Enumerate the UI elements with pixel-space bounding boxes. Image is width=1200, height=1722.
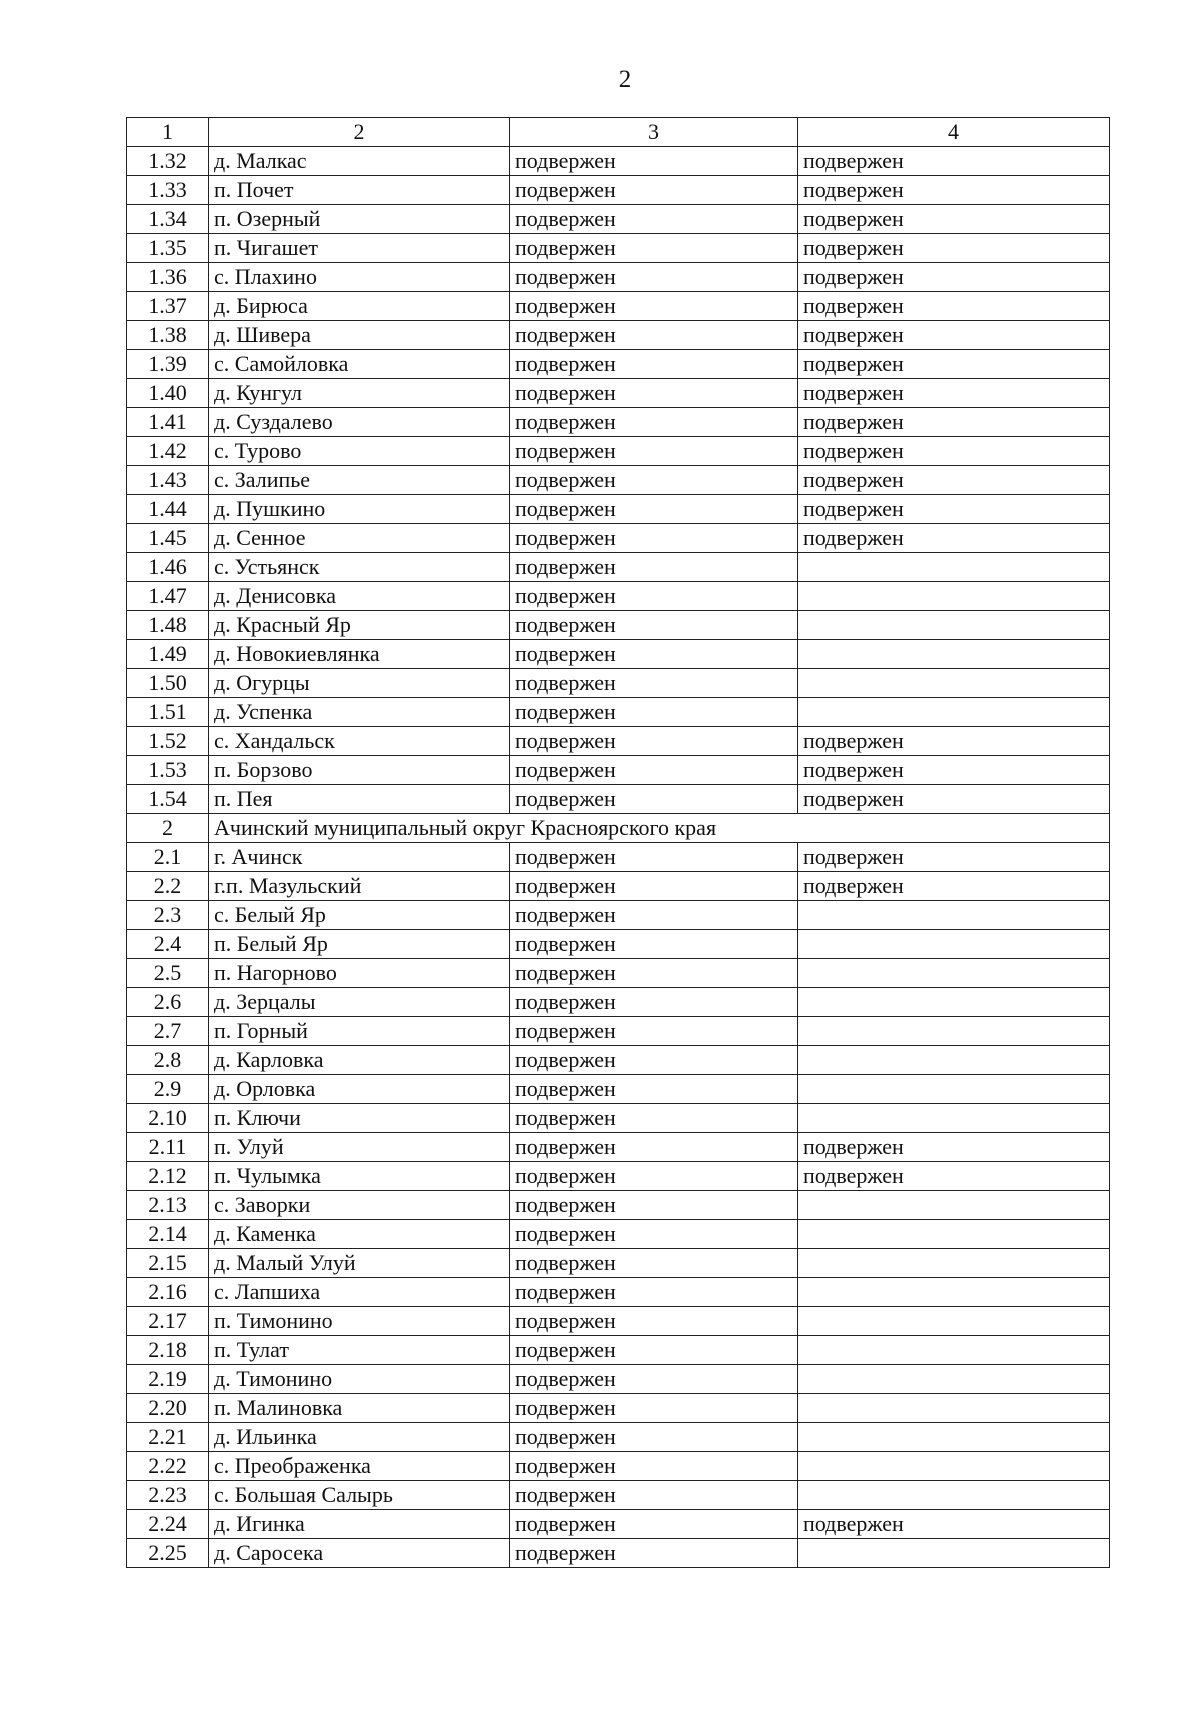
table-header-row xyxy=(127,118,1110,147)
column-4-cell xyxy=(798,1075,1110,1104)
column-3-cell: подвержен xyxy=(510,756,798,785)
column-4-cell: подвержен xyxy=(798,234,1110,263)
settlement-name-cell: д. Малкас xyxy=(209,147,510,176)
settlement-name-cell: с. Хандальск xyxy=(209,727,510,756)
settlement-name-cell: д. Шивера xyxy=(209,321,510,350)
settlement-name-cell: п. Белый Яр xyxy=(209,930,510,959)
column-4-cell xyxy=(798,1452,1110,1481)
column-3-cell: подвержен xyxy=(510,466,798,495)
table-row xyxy=(127,1017,1110,1046)
column-4-cell: подвержен xyxy=(798,437,1110,466)
table-row xyxy=(127,1133,1110,1162)
settlement-name-cell: д. Сенное xyxy=(209,524,510,553)
column-4-cell xyxy=(798,582,1110,611)
table-row xyxy=(127,1191,1110,1220)
column-3-cell: подвержен xyxy=(510,1336,798,1365)
settlement-name-cell: с. Плахино xyxy=(209,263,510,292)
settlement-name-cell: д. Красный Яр xyxy=(209,611,510,640)
column-4-cell xyxy=(798,1104,1110,1133)
column-3-cell: подвержен xyxy=(510,1539,798,1568)
column-3-cell: подвержен xyxy=(510,553,798,582)
column-3-cell: подвержен xyxy=(510,959,798,988)
column-3-cell: подвержен xyxy=(510,727,798,756)
table-row xyxy=(127,1075,1110,1104)
settlement-name-cell: п. Чигашет xyxy=(209,234,510,263)
column-3-cell: подвержен xyxy=(510,379,798,408)
row-number-cell: 1.42 xyxy=(127,437,209,466)
column-3-cell: подвержен xyxy=(510,1046,798,1075)
row-number-cell: 2.14 xyxy=(127,1220,209,1249)
column-4-cell xyxy=(798,611,1110,640)
row-number-cell: 2.4 xyxy=(127,930,209,959)
row-number-cell: 2.8 xyxy=(127,1046,209,1075)
settlement-name-cell: с. Лапшиха xyxy=(209,1278,510,1307)
table-row xyxy=(127,727,1110,756)
row-number-cell: 1.40 xyxy=(127,379,209,408)
settlement-name-cell: г. Ачинск xyxy=(209,843,510,872)
column-3-cell: подвержен xyxy=(510,1220,798,1249)
column-3-cell: подвержен xyxy=(510,263,798,292)
table-row xyxy=(127,147,1110,176)
column-4-cell: подвержен xyxy=(798,872,1110,901)
settlement-name-cell: д. Пушкино xyxy=(209,495,510,524)
column-3-cell: подвержен xyxy=(510,582,798,611)
table-row xyxy=(127,350,1110,379)
column-3-cell: подвержен xyxy=(510,1307,798,1336)
column-4-cell xyxy=(798,1481,1110,1510)
column-4-cell: подвержен xyxy=(798,263,1110,292)
settlement-name-cell: п. Улуй xyxy=(209,1133,510,1162)
column-4-cell xyxy=(798,959,1110,988)
column-4-cell: подвержен xyxy=(798,1510,1110,1539)
column-3-cell: подвержен xyxy=(510,524,798,553)
column-4-cell xyxy=(798,1249,1110,1278)
column-4-cell xyxy=(798,1220,1110,1249)
row-number-cell: 1.45 xyxy=(127,524,209,553)
header-cell-1: 1 xyxy=(127,118,209,147)
table-row xyxy=(127,495,1110,524)
column-4-cell: подвержен xyxy=(798,350,1110,379)
row-number-cell: 1.47 xyxy=(127,582,209,611)
settlement-name-cell: с. Турово xyxy=(209,437,510,466)
table-row xyxy=(127,1307,1110,1336)
column-4-cell: подвержен xyxy=(798,756,1110,785)
row-number-cell: 1.41 xyxy=(127,408,209,437)
settlements-table xyxy=(126,117,1110,1568)
column-4-cell xyxy=(798,553,1110,582)
column-3-cell: подвержен xyxy=(510,1278,798,1307)
row-number-cell: 1.37 xyxy=(127,292,209,321)
column-3-cell: подвержен xyxy=(510,1394,798,1423)
row-number-cell: 1.48 xyxy=(127,611,209,640)
row-number-cell: 1.36 xyxy=(127,263,209,292)
row-number-cell: 2.25 xyxy=(127,1539,209,1568)
table-row xyxy=(127,640,1110,669)
table-row xyxy=(127,988,1110,1017)
column-3-cell: подвержен xyxy=(510,843,798,872)
table-row xyxy=(127,263,1110,292)
settlement-name-cell: п. Нагорново xyxy=(209,959,510,988)
settlement-name-cell: п. Ключи xyxy=(209,1104,510,1133)
table-row xyxy=(127,1510,1110,1539)
table-row xyxy=(127,408,1110,437)
column-4-cell xyxy=(798,1394,1110,1423)
row-number-cell: 1.44 xyxy=(127,495,209,524)
column-3-cell: подвержен xyxy=(510,1249,798,1278)
column-3-cell: подвержен xyxy=(510,408,798,437)
column-3-cell: подвержен xyxy=(510,669,798,698)
settlement-name-cell: д. Игинка xyxy=(209,1510,510,1539)
table-row xyxy=(127,611,1110,640)
row-number-cell: 2.23 xyxy=(127,1481,209,1510)
row-number-cell: 1.38 xyxy=(127,321,209,350)
settlement-name-cell: д. Бирюса xyxy=(209,292,510,321)
row-number-cell: 1.34 xyxy=(127,205,209,234)
row-number-cell: 2.22 xyxy=(127,1452,209,1481)
header-cell-3: 3 xyxy=(510,118,798,147)
column-4-cell xyxy=(798,1307,1110,1336)
row-number-cell: 2.5 xyxy=(127,959,209,988)
settlement-name-cell: п. Озерный xyxy=(209,205,510,234)
column-3-cell: подвержен xyxy=(510,1075,798,1104)
row-number-cell: 2.18 xyxy=(127,1336,209,1365)
column-4-cell: подвержен xyxy=(798,727,1110,756)
table-row xyxy=(127,1220,1110,1249)
table-row xyxy=(127,524,1110,553)
row-number-cell: 1.46 xyxy=(127,553,209,582)
settlement-name-cell: п. Почет xyxy=(209,176,510,205)
settlement-name-cell: д. Каменка xyxy=(209,1220,510,1249)
column-3-cell: подвержен xyxy=(510,930,798,959)
column-4-cell xyxy=(798,1365,1110,1394)
column-4-cell: подвержен xyxy=(798,466,1110,495)
table-row xyxy=(127,930,1110,959)
row-number-cell: 2.19 xyxy=(127,1365,209,1394)
column-4-cell: подвержен xyxy=(798,205,1110,234)
section-title-cell: Ачинский муниципальный округ Красноярского края xyxy=(209,814,1110,843)
column-3-cell: подвержен xyxy=(510,1510,798,1539)
column-4-cell xyxy=(798,1336,1110,1365)
row-number-cell: 2.11 xyxy=(127,1133,209,1162)
column-3-cell: подвержен xyxy=(510,292,798,321)
table-row xyxy=(127,1452,1110,1481)
column-3-cell: подвержен xyxy=(510,176,798,205)
table-row xyxy=(127,1104,1110,1133)
table-row xyxy=(127,1423,1110,1452)
settlement-name-cell: д. Малый Улуй xyxy=(209,1249,510,1278)
column-3-cell: подвержен xyxy=(510,698,798,727)
column-3-cell: подвержен xyxy=(510,234,798,263)
row-number-cell: 2.12 xyxy=(127,1162,209,1191)
column-3-cell: подвержен xyxy=(510,350,798,379)
settlement-name-cell: д. Саросека xyxy=(209,1539,510,1568)
table-row xyxy=(127,1539,1110,1568)
column-3-cell: подвержен xyxy=(510,640,798,669)
row-number-cell: 2.24 xyxy=(127,1510,209,1539)
table-row xyxy=(127,669,1110,698)
column-4-cell: подвержен xyxy=(798,524,1110,553)
column-4-cell xyxy=(798,1539,1110,1568)
settlement-name-cell: д. Тимонино xyxy=(209,1365,510,1394)
column-4-cell xyxy=(798,669,1110,698)
table-row xyxy=(127,785,1110,814)
column-4-cell: подвержен xyxy=(798,321,1110,350)
settlement-name-cell: п. Пея xyxy=(209,785,510,814)
column-3-cell: подвержен xyxy=(510,1133,798,1162)
row-number-cell: 1.50 xyxy=(127,669,209,698)
table-body xyxy=(127,118,1110,1568)
table-row xyxy=(127,205,1110,234)
settlement-name-cell: с. Преображенка xyxy=(209,1452,510,1481)
column-3-cell: подвержен xyxy=(510,205,798,234)
column-3-cell: подвержен xyxy=(510,611,798,640)
settlement-name-cell: д. Новокиевлянка xyxy=(209,640,510,669)
settlement-name-cell: п. Горный xyxy=(209,1017,510,1046)
row-number-cell: 2.20 xyxy=(127,1394,209,1423)
column-3-cell: подвержен xyxy=(510,785,798,814)
table-row xyxy=(127,1249,1110,1278)
header-cell-2: 2 xyxy=(209,118,510,147)
column-4-cell: подвержен xyxy=(798,379,1110,408)
row-number-cell: 1.54 xyxy=(127,785,209,814)
settlement-name-cell: п. Борзово xyxy=(209,756,510,785)
column-3-cell: подвержен xyxy=(510,321,798,350)
settlement-name-cell: д. Зерцалы xyxy=(209,988,510,1017)
settlement-name-cell: с. Самойловка xyxy=(209,350,510,379)
row-number-cell: 2.3 xyxy=(127,901,209,930)
settlement-name-cell: г.п. Мазульский xyxy=(209,872,510,901)
table-row xyxy=(127,292,1110,321)
settlement-name-cell: д. Огурцы xyxy=(209,669,510,698)
row-number-cell: 2.16 xyxy=(127,1278,209,1307)
row-number-cell: 1.52 xyxy=(127,727,209,756)
row-number-cell: 2.2 xyxy=(127,872,209,901)
column-4-cell xyxy=(798,640,1110,669)
row-number-cell: 1.43 xyxy=(127,466,209,495)
settlement-name-cell: с. Устьянск xyxy=(209,553,510,582)
settlement-name-cell: п. Малиновка xyxy=(209,1394,510,1423)
column-4-cell xyxy=(798,1191,1110,1220)
table-row xyxy=(127,1394,1110,1423)
column-4-cell: подвержен xyxy=(798,147,1110,176)
table-row xyxy=(127,176,1110,205)
table-row xyxy=(127,756,1110,785)
column-4-cell: подвержен xyxy=(798,785,1110,814)
column-3-cell: подвержен xyxy=(510,1452,798,1481)
row-number-cell: 2.7 xyxy=(127,1017,209,1046)
table-row xyxy=(127,553,1110,582)
table-row xyxy=(127,582,1110,611)
settlement-name-cell: п. Чулымка xyxy=(209,1162,510,1191)
row-number-cell: 1.49 xyxy=(127,640,209,669)
column-4-cell: подвержен xyxy=(798,1162,1110,1191)
column-3-cell: подвержен xyxy=(510,1104,798,1133)
column-4-cell xyxy=(798,930,1110,959)
column-4-cell: подвержен xyxy=(798,408,1110,437)
column-4-cell: подвержен xyxy=(798,176,1110,205)
column-3-cell: подвержен xyxy=(510,1423,798,1452)
table-row xyxy=(127,379,1110,408)
settlement-name-cell: д. Кунгул xyxy=(209,379,510,408)
table-row xyxy=(127,901,1110,930)
row-number-cell: 2.21 xyxy=(127,1423,209,1452)
settlement-name-cell: д. Ильинка xyxy=(209,1423,510,1452)
table-row xyxy=(127,1162,1110,1191)
table-row xyxy=(127,698,1110,727)
settlement-name-cell: п. Тулат xyxy=(209,1336,510,1365)
column-4-cell: подвержен xyxy=(798,843,1110,872)
row-number-cell: 1.39 xyxy=(127,350,209,379)
table-row xyxy=(127,1365,1110,1394)
table-row xyxy=(127,1481,1110,1510)
table-section-row xyxy=(127,814,1110,843)
settlement-name-cell: д. Суздалево xyxy=(209,408,510,437)
table-row xyxy=(127,843,1110,872)
table-row xyxy=(127,234,1110,263)
row-number-cell: 2.6 xyxy=(127,988,209,1017)
column-3-cell: подвержен xyxy=(510,988,798,1017)
row-number-cell: 2.17 xyxy=(127,1307,209,1336)
column-3-cell: подвержен xyxy=(510,1365,798,1394)
row-number-cell: 2.13 xyxy=(127,1191,209,1220)
settlement-name-cell: с. Залипье xyxy=(209,466,510,495)
table-row xyxy=(127,1046,1110,1075)
column-4-cell xyxy=(798,1423,1110,1452)
column-4-cell xyxy=(798,698,1110,727)
row-number-cell: 1.33 xyxy=(127,176,209,205)
column-3-cell: подвержен xyxy=(510,1481,798,1510)
column-3-cell: подвержен xyxy=(510,901,798,930)
column-3-cell: подвержен xyxy=(510,1191,798,1220)
column-4-cell xyxy=(798,1278,1110,1307)
column-4-cell: подвержен xyxy=(798,292,1110,321)
column-3-cell: подвержен xyxy=(510,1017,798,1046)
row-number-cell: 1.51 xyxy=(127,698,209,727)
table-row xyxy=(127,872,1110,901)
table-row xyxy=(127,466,1110,495)
row-number-cell: 1.32 xyxy=(127,147,209,176)
column-3-cell: подвержен xyxy=(510,437,798,466)
page-number: 2 xyxy=(618,66,632,93)
column-3-cell: подвержен xyxy=(510,147,798,176)
column-4-cell: подвержен xyxy=(798,1133,1110,1162)
row-number-cell: 2.15 xyxy=(127,1249,209,1278)
table-row xyxy=(127,1336,1110,1365)
settlement-name-cell: д. Орловка xyxy=(209,1075,510,1104)
row-number-cell: 2.9 xyxy=(127,1075,209,1104)
table-row xyxy=(127,437,1110,466)
settlement-name-cell: д. Денисовка xyxy=(209,582,510,611)
column-4-cell xyxy=(798,1046,1110,1075)
row-number-cell: 2.10 xyxy=(127,1104,209,1133)
column-3-cell: подвержен xyxy=(510,495,798,524)
row-number-cell: 2 xyxy=(127,814,209,843)
settlement-name-cell: с. Большая Салырь xyxy=(209,1481,510,1510)
row-number-cell: 1.35 xyxy=(127,234,209,263)
column-3-cell: подвержен xyxy=(510,1162,798,1191)
row-number-cell: 2.1 xyxy=(127,843,209,872)
settlement-name-cell: с. Заворки xyxy=(209,1191,510,1220)
column-4-cell: подвержен xyxy=(798,495,1110,524)
column-4-cell xyxy=(798,901,1110,930)
table-row xyxy=(127,959,1110,988)
settlement-name-cell: п. Тимонино xyxy=(209,1307,510,1336)
row-number-cell: 1.53 xyxy=(127,756,209,785)
table-row xyxy=(127,321,1110,350)
column-3-cell: подвержен xyxy=(510,872,798,901)
column-4-cell xyxy=(798,988,1110,1017)
settlement-name-cell: д. Карловка xyxy=(209,1046,510,1075)
table-row xyxy=(127,1278,1110,1307)
header-cell-4: 4 xyxy=(798,118,1110,147)
column-4-cell xyxy=(798,1017,1110,1046)
settlement-name-cell: д. Успенка xyxy=(209,698,510,727)
settlement-name-cell: с. Белый Яр xyxy=(209,901,510,930)
